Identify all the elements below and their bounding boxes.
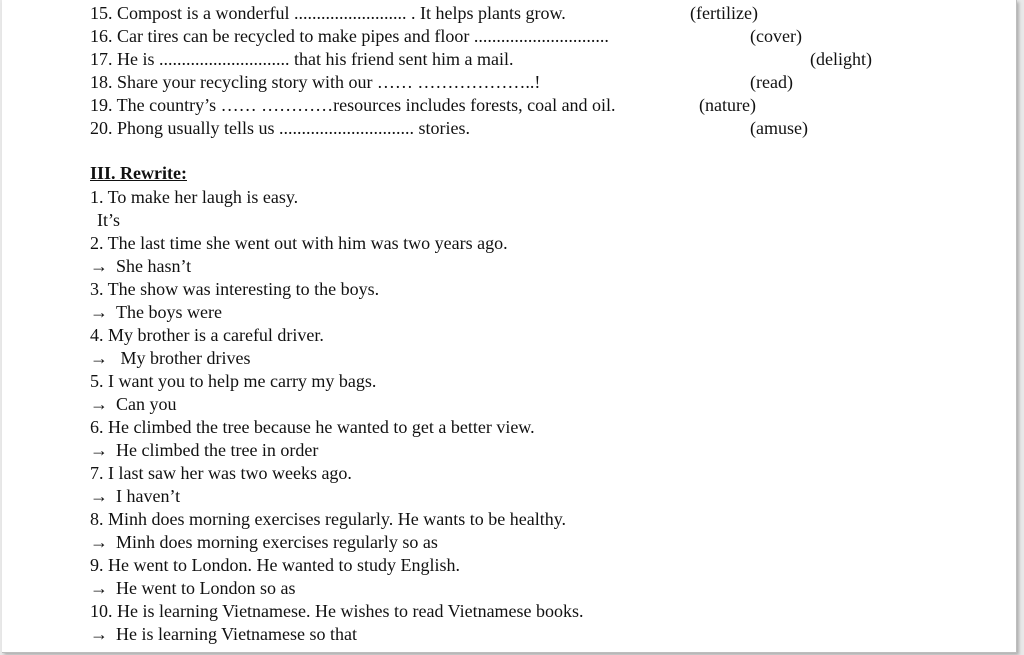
document-page bbox=[2, 0, 1017, 653]
arrow-right-icon: → bbox=[90, 624, 108, 644]
rewrite-question-3: 3. The show was interesting to the boys. bbox=[90, 279, 380, 299]
rewrite-answer-text: I haven’t bbox=[116, 486, 181, 506]
vocab-item-18: 18. Share your recycling story with our …… ………………..! bbox=[90, 72, 541, 92]
rewrite-answer-text: He climbed the tree in order bbox=[116, 440, 319, 460]
rewrite-question-10: 10. He is learning Vietnamese. He wishes to read Vietnamese books. bbox=[90, 601, 584, 621]
vocab-hint-19: (nature) bbox=[699, 95, 756, 115]
vocab-item-16: 16. Car tires can be recycled to make pipes and floor .............................. bbox=[90, 26, 609, 46]
rewrite-question-8: 8. Minh does morning exercises regularly. He wants to be healthy. bbox=[90, 509, 567, 529]
rewrite-answer-3 bbox=[90, 301, 222, 323]
arrow-right-icon: → bbox=[90, 302, 108, 322]
arrow-right-icon: → bbox=[90, 394, 108, 414]
rewrite-answer-9 bbox=[90, 577, 295, 599]
vocab-item-20: 20. Phong usually tells us .............................. stories. bbox=[90, 118, 471, 138]
vocab-hint-18: (read) bbox=[750, 72, 793, 92]
rewrite-answer-6 bbox=[90, 439, 318, 461]
rewrite-question-7: 7. I last saw her was two weeks ago. bbox=[90, 463, 352, 483]
rewrite-answer-text: The boys were bbox=[116, 302, 222, 322]
vocab-item-19: 19. The country’s …… …………resources includes forests, coal and oil. bbox=[90, 95, 616, 115]
rewrite-answer-10 bbox=[90, 623, 357, 645]
rewrite-answer-8 bbox=[90, 531, 438, 553]
rewrite-question-5: 5. I want you to help me carry my bags. bbox=[90, 371, 377, 391]
rewrite-answer-1 bbox=[90, 209, 120, 231]
vocab-hint-17: (delight) bbox=[810, 49, 872, 69]
rewrite-question-4: 4. My brother is a careful driver. bbox=[90, 325, 324, 345]
rewrite-answer-7 bbox=[90, 485, 180, 507]
rewrite-answer-text: Minh does morning exercises regularly so as bbox=[116, 532, 438, 552]
vocab-hint-20: (amuse) bbox=[750, 118, 808, 138]
rewrite-answer-5 bbox=[90, 393, 177, 415]
vocab-hint-15: (fertilize) bbox=[690, 3, 758, 23]
rewrite-question-9: 9. He went to London. He wanted to study English. bbox=[90, 555, 460, 575]
vocab-item-15: 15. Compost is a wonderful ......................... . It helps plants grow. bbox=[90, 3, 566, 23]
rewrite-answer-2 bbox=[90, 255, 191, 277]
rewrite-answer-text: He went to London so as bbox=[116, 578, 296, 598]
rewrite-answer-text: He is learning Vietnamese so that bbox=[116, 624, 358, 644]
rewrite-question-6: 6. He climbed the tree because he wanted to get a better view. bbox=[90, 417, 535, 437]
section-heading: III. Rewrite: bbox=[90, 163, 187, 183]
arrow-right-icon: → bbox=[90, 486, 108, 506]
vocab-hint-16: (cover) bbox=[750, 26, 802, 46]
rewrite-answer-text: It’s bbox=[97, 210, 121, 230]
rewrite-answer-text: Can you bbox=[116, 394, 177, 414]
arrow-right-icon: → bbox=[90, 440, 108, 460]
arrow-right-icon: → bbox=[90, 348, 108, 368]
arrow-right-icon: → bbox=[90, 256, 108, 276]
rewrite-question-1: 1. To make her laugh is easy. bbox=[90, 187, 299, 207]
rewrite-answer-4 bbox=[90, 347, 250, 369]
rewrite-answer-text: My brother drives bbox=[116, 348, 251, 368]
rewrite-answer-text: She hasn’t bbox=[116, 256, 192, 276]
vocab-item-17: 17. He is ............................. that his friend sent him a mail. bbox=[90, 49, 514, 69]
arrow-right-icon: → bbox=[90, 532, 108, 552]
rewrite-question-2: 2. The last time she went out with him was two years ago. bbox=[90, 233, 508, 253]
arrow-right-icon: → bbox=[90, 578, 108, 598]
